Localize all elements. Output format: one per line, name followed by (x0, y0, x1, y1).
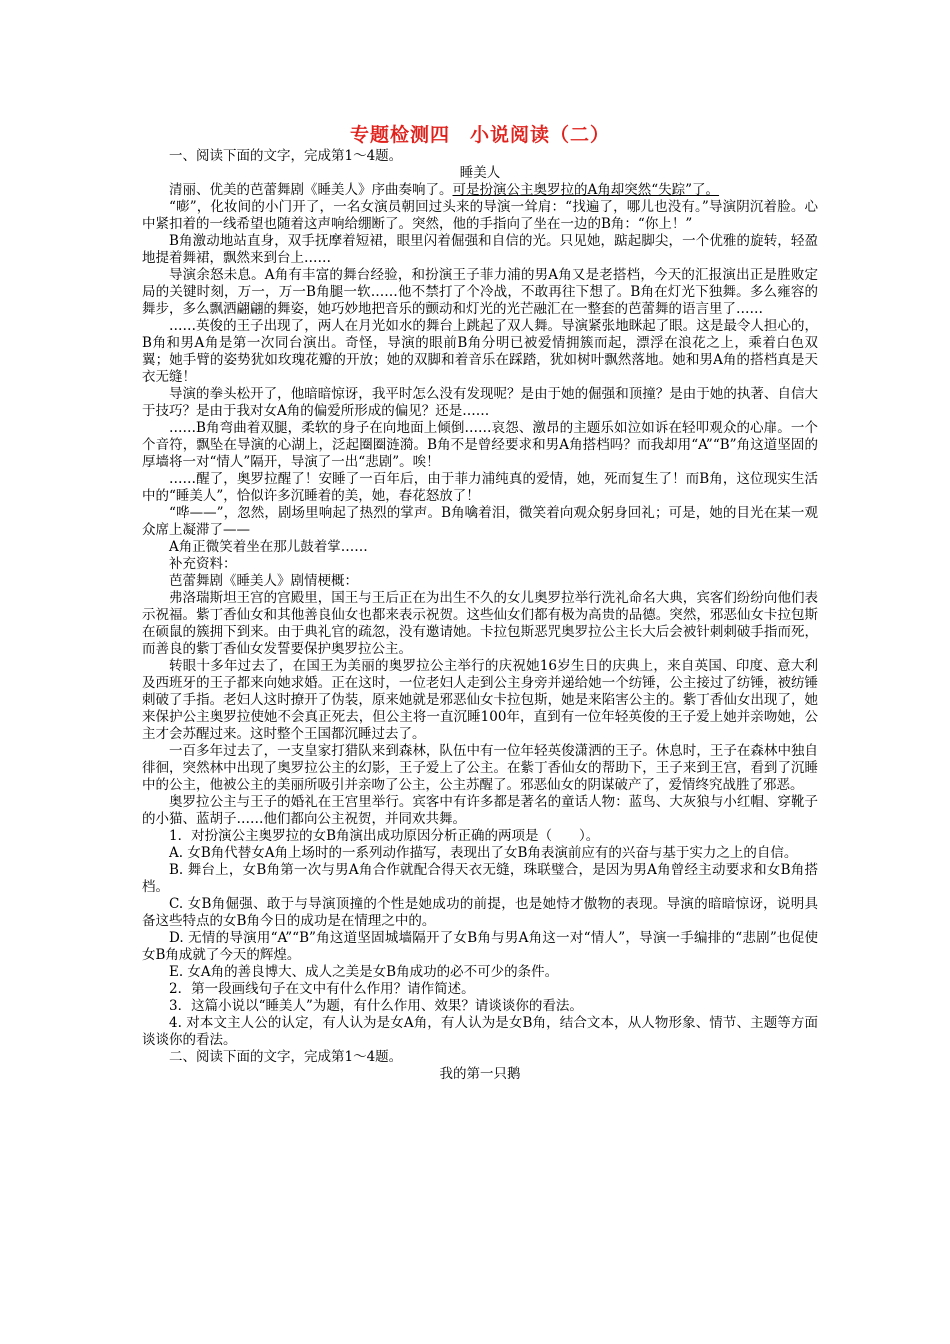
synopsis-paragraph-3: 一百多年过去了，一支皇家打猎队来到森林，队伍中有一位年轻英俊潇洒的王子。休息时，王子在森林中独自徘徊，突然林中出现了奥罗拉公主的幻影，王子爱上了公主。在紫丁香仙女的帮助下，王子来到王宫，看到了沉睡中的公主，他被公主的美丽所吸引并亲吻了公主，公主苏醒了。邪恶仙女的阴谋破产了，爱情终究战胜了邪恶。 (142, 743, 818, 793)
paragraph-6: 导演的拳头松开了，他暗暗惊讶，我平时怎么没有发现呢？是由于她的倔强和顶撞？是由于她的执著、自信大于技巧？是由于我对女A角的偏爱所形成的偏见？还是…… (142, 386, 818, 419)
synopsis-paragraph-2: 转眼十多年过去了，在国王为美丽的奥罗拉公主举行的庆祝她16岁生日的庆典上，来自英国、印度、意大利及西班牙的王子都来向她求婚。正在这时，一位老妇人走到公主身旁并递给她一个纺锤，公主接过了纺锤，被纺锤刺破了手指。老妇人这时撩开了伪装，原来她就是邪恶仙女卡拉包斯，她是来陷害公主的。紫丁香仙女出现了，她来保护公主奥罗拉使她不会真正死去，但公主将一直沉睡100年，直到有一位年轻英俊的王子爱上她并亲吻她，公主才会苏醒过来。这时整个王国都沉睡过去了。 (142, 658, 818, 742)
option-d: D. 无情的导演用“A”“B”角这道坚固城墙隔开了女B角与男A角这一对“情人”，导演一手编排的“悲剧”也促使女B角成就了今天的辉煌。 (142, 930, 818, 963)
story-title: 睡美人 (459, 165, 501, 181)
paragraph-5: ……英俊的王子出现了，两人在月光如水的舞台上跳起了双人舞。导演紧张地眯起了眼。这是最令人担心的，B角和男A角是第一次同台演出。奇怪，导演的眼前B角分明已被爱情拥簇而起，漂浮在浪花之上，乘着白色双翼；她手臂的姿势犹如玫瑰花瓣的开放；她的双脚和着音乐在踩踏，犹如树叶飘然落地。她和男A角的搭档真是天衣无缝！ (142, 318, 818, 385)
section1-instruction: 一、阅读下面的文字，完成第1～4题。 (169, 148, 403, 164)
section2-instruction: 二、阅读下面的文字，完成第1～4题。 (169, 1049, 403, 1065)
supplement-label: 补充资料： (169, 556, 237, 572)
paragraph-2: “嘭”，化妆间的小门开了，一名女演员朝回过头来的导演一耸肩：“找遍了，哪儿也没有。”导演阴沉着脸。心中紧扣着的一线希望也随着这声响给绷断了。突然，他的手指向了坐在一边的B角：“你上！” (142, 199, 818, 232)
underlined-sentence: 可是扮演公主奥罗拉的A角却突然“失踪”了。 (452, 182, 720, 198)
supplement-title: 芭蕾舞剧《睡美人》剧情梗概： (169, 573, 358, 589)
paragraph-4: 导演余怒未息。A角有丰富的舞台经验，和扮演王子菲力浦的男A角又是老搭档，今天的汇报演出正是胜败定局的关键时刻，万一，万一B角腿一软……他不禁打了个冷战，不敢再往下想了。B角在灯光下独舞。多么雍容的舞步，多么飘洒翩翩的舞姿，她巧妙地把音乐的颤动和灯光的光芒融汇在一整套的芭蕾舞的语言里了…… (142, 267, 818, 317)
paragraph-9: “哗——”，忽然，剧场里响起了热烈的掌声。B角噙着泪，微笑着向观众躬身回礼；可是，她的目光在某一观众席上凝滞了—— (142, 505, 818, 538)
synopsis-paragraph-1: 弗洛瑞斯坦王宫的宫殿里，国王与王后正在为出生不久的女儿奥罗拉举行洗礼命名大典，宾客们纷纷向他们表示祝福。紫丁香仙女和其他善良仙女也都来表示祝贺。这些仙女们都有极为高贵的品德。突然，邪恶仙女卡拉包斯在硕鼠的簇拥下到来。由于典礼官的疏忽，没有邀请她。卡拉包斯恶咒奥罗拉公主长大后会被针刺刺破手指而死，而善良的紫丁香仙女发誓要保护奥罗拉公主。 (142, 590, 818, 657)
option-a: A. 女B角代替女A角上场时的一系列动作描写，表现出了女B角表演前应有的兴奋与基于实力之上的自信。 (169, 845, 798, 861)
paragraph-1 (142, 182, 818, 199)
story-title-2: 我的第一只鹅 (439, 1066, 521, 1082)
paragraph-7: ……B角弯曲着双腿，柔软的身子在向地面上倾倒……哀怨、激昂的主题乐如泣如诉在轻叩观众的心扉。一个个音符，飘坠在导演的心湖上，泛起圈圈涟漪。B角不是曾经要求和男A角搭档吗？而我却用“A”“B”角这道坚固的厚墙将一对“情人”隔开，导演了一出“悲剧”。唉！ (142, 420, 818, 470)
question-4: 4. 对本文主人公的认定，有人认为是女A角，有人认为是女B角，结合文本，从人物形象、情节、主题等方面谈谈你的看法。 (142, 1015, 818, 1048)
paragraph-3: B角激动地站直身，双手抚摩着短裙，眼里闪着倔强和自信的光。只见她，踮起脚尖，一个优雅的旋转，轻盈地提着舞裙，飘然来到台上…… (142, 233, 818, 266)
question-1: 1．对扮演公主奥罗拉的女B角演出成功原因分析正确的两项是（ ）。 (169, 828, 600, 844)
option-b: B. 舞台上，女B角第一次与男A角合作就配合得天衣无缝，珠联璧合，是因为男A角曾经主动要求和女B角搭档。 (142, 862, 818, 895)
option-e: E. 女A角的善良博大、成人之美是女B角成功的必不可少的条件。 (169, 964, 559, 980)
paragraph-8: ……醒了，奥罗拉醒了！安睡了一百年后，由于菲力浦纯真的爱情，她，死而复生了！而B角，这位现实生活中的“睡美人”，恰似许多沉睡着的美，她，春花怒放了！ (142, 471, 818, 504)
paragraph-10: A角正微笑着坐在那儿鼓着掌…… (169, 539, 368, 555)
synopsis-paragraph-4: 奥罗拉公主与王子的婚礼在王宫里举行。宾客中有许多都是著名的童话人物：蓝鸟、大灰狼与小红帽、穿靴子的小猫、蓝胡子……他们都向公主祝贺，并同欢共舞。 (142, 794, 818, 827)
paragraph-1-text: 清丽、优美的芭蕾舞剧《睡美人》序曲奏响了。 (169, 182, 453, 198)
option-c: C. 女B角倔强、敢于与导演顶撞的个性是她成功的前提，也是她恃才傲物的表现。导演的暗暗惊讶，说明具备这些特点的女B角今日的成功是在情理之中的。 (142, 896, 818, 929)
question-3: 3．这篇小说以“睡美人”为题，有什么作用、效果？请谈谈你的看法。 (169, 998, 583, 1014)
page-title: 专题检测四 小说阅读（二） (349, 124, 610, 146)
question-2: 2．第一段画线句子在文中有什么作用？请作简述。 (169, 981, 475, 997)
document-page (142, 122, 818, 1083)
